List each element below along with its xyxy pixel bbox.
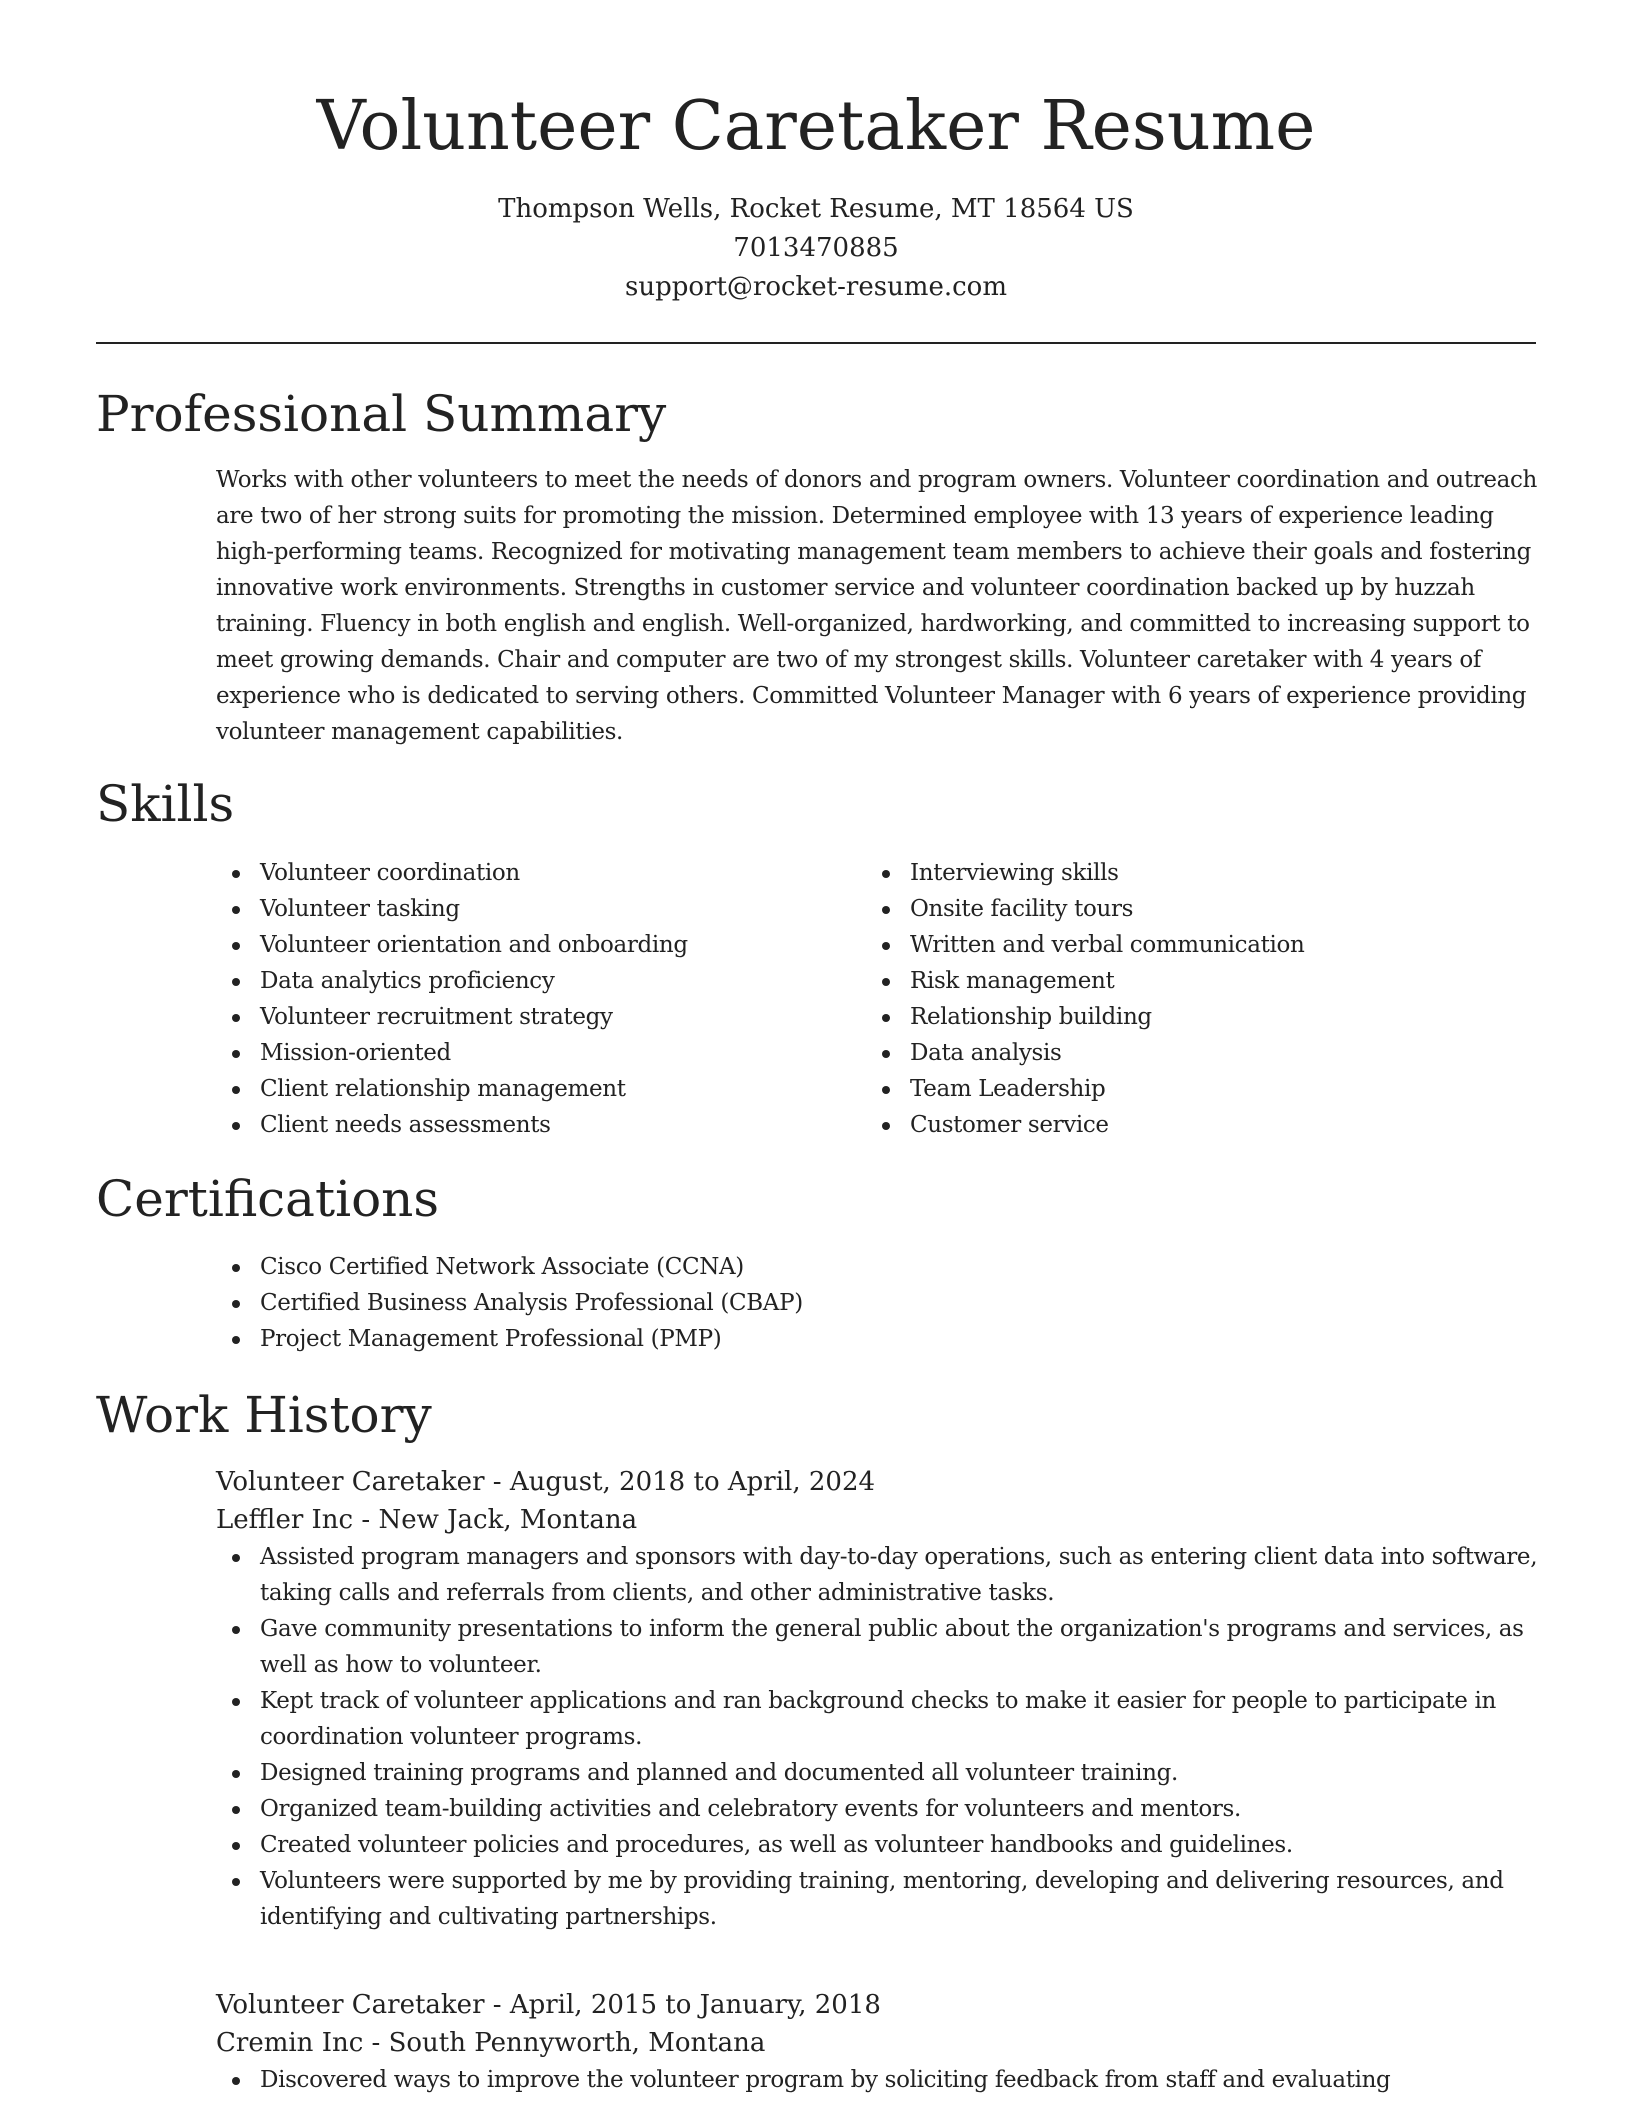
skill-item: Risk management	[866, 963, 1304, 999]
job-entry	[216, 1986, 1546, 2098]
job-company: Cremin Inc	[216, 2028, 364, 2058]
job-bullet: Gave community presentations to inform the general public about the organization's programs and services, as well as how to volunteer.	[216, 1611, 1546, 1683]
skill-item: Client relationship management	[216, 1071, 688, 1107]
job-bullet: Assisted program managers and sponsors with day-to-day operations, such as entering client data into software, taking calls and referrals from clients, and other administrative tasks.	[216, 1539, 1546, 1611]
header-divider	[96, 342, 1536, 344]
job-separator: -	[371, 2028, 389, 2058]
skill-item: Mission-oriented	[216, 1035, 688, 1071]
job-bullet: Designed training programs and planned and documented all volunteer training.	[216, 1755, 1546, 1791]
resume-header	[0, 0, 1632, 307]
job-dates: August, 2018 to April, 2024	[509, 1467, 876, 1497]
job-title-line	[216, 1986, 1546, 2024]
job-entry	[216, 1463, 1546, 1935]
job-bullet: Kept track of volunteer applications and ran background checks to make it easier for people to participate in coordination volunteer programs.	[216, 1683, 1546, 1755]
job-bullet: Created volunteer policies and procedures, as well as volunteer handbooks and guidelines.	[216, 1827, 1546, 1863]
skill-item: Written and verbal communication	[866, 927, 1304, 963]
skill-item: Data analytics proficiency	[216, 963, 688, 999]
skills-list-right	[866, 855, 1304, 1143]
skill-item: Customer service	[866, 1107, 1304, 1143]
job-company-line	[216, 1501, 1546, 1539]
skill-item: Interviewing skills	[866, 855, 1304, 891]
contact-block	[0, 190, 1632, 307]
certifications-list	[216, 1249, 803, 1357]
skills-list-left	[216, 855, 688, 1143]
skill-item: Volunteer orientation and onboarding	[216, 927, 688, 963]
job-company-line	[216, 2024, 1546, 2062]
job-bullets	[216, 1539, 1546, 1935]
job-separator: -	[492, 1467, 510, 1497]
job-separator: -	[361, 1505, 379, 1535]
job-location: New Jack, Montana	[378, 1505, 638, 1535]
skill-item: Client needs assessments	[216, 1107, 688, 1143]
skill-item: Relationship building	[866, 999, 1304, 1035]
contact-address: Thompson Wells, Rocket Resume, MT 18564 US	[498, 194, 1134, 224]
certification-item: Project Management Professional (PMP)	[216, 1321, 803, 1357]
job-bullet: Discovered ways to improve the volunteer program by soliciting feedback from staff and evaluating	[216, 2062, 1546, 2098]
summary-text: Works with other volunteers to meet the needs of donors and program owners. Volunteer coordination and outreach are two of her strong suits for promoting the mission. Determined employee with 13 years of experience leading high-performing teams. Recognized for motivating management team members to achieve their goals and fostering innovative work environments. Strengths in customer service and volunteer coordination backed up by huzzah training. Fluency in both english and english. Well-organized, hardworking, and committed to increasing support to meet growing demands. Chair and computer are two of my strongest skills. Volunteer caretaker with 4 years of experience who is dedicated to serving others. Committed Volunteer Manager with 6 years of experience providing volunteer management capabilities.	[216, 467, 1537, 745]
job-bullet: Organized team-building activities and celebratory events for volunteers and mentors.	[216, 1791, 1546, 1827]
job-separator: -	[492, 1990, 510, 2020]
job-title: Volunteer Caretaker	[216, 1990, 485, 2020]
job-company: Leffler Inc	[216, 1505, 354, 1535]
skill-item: Volunteer tasking	[216, 891, 688, 927]
certification-item: Certified Business Analysis Professional (CBAP)	[216, 1285, 803, 1321]
section-title-work-history: Work History	[96, 1386, 432, 1444]
certification-item: Cisco Certified Network Associate (CCNA)	[216, 1249, 803, 1285]
section-title-summary: Professional Summary	[96, 385, 667, 443]
skill-item: Data analysis	[866, 1035, 1304, 1071]
job-title: Volunteer Caretaker	[216, 1467, 485, 1497]
skill-item: Volunteer recruitment strategy	[216, 999, 688, 1035]
section-title-skills: Skills	[96, 775, 235, 833]
section-title-certifications: Certifications	[96, 1170, 440, 1228]
job-bullets	[216, 2062, 1546, 2098]
job-title-line	[216, 1463, 1546, 1501]
contact-email: support@rocket-resume.com	[624, 272, 1007, 302]
job-location: South Pennyworth, Montana	[388, 2028, 766, 2058]
skill-item: Volunteer coordination	[216, 855, 688, 891]
resume-title: Volunteer Caretaker Resume	[316, 87, 1316, 166]
skill-item: Team Leadership	[866, 1071, 1304, 1107]
contact-phone: 7013470885	[733, 233, 899, 263]
job-bullet: Volunteers were supported by me by providing training, mentoring, developing and delivering resources, and identifying and cultivating partnerships.	[216, 1863, 1546, 1935]
skill-item: Onsite facility tours	[866, 891, 1304, 927]
job-dates: April, 2015 to January, 2018	[509, 1990, 881, 2020]
